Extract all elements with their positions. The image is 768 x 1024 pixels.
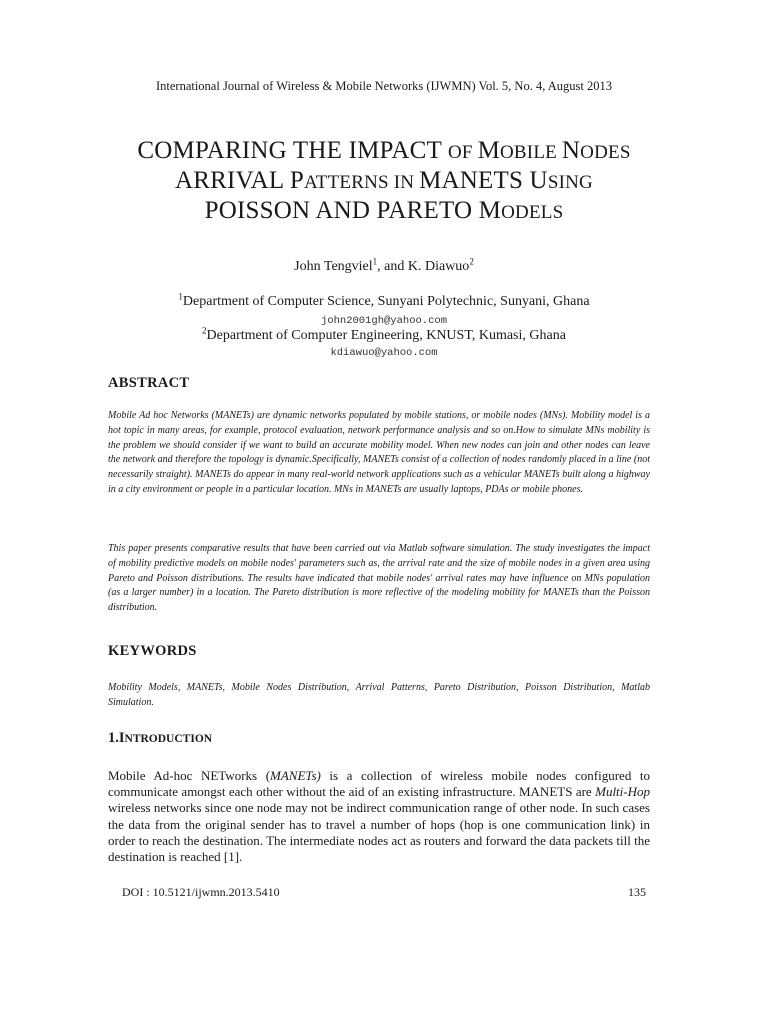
title-line-2 <box>60 167 708 197</box>
affiliation-superscript: 2 <box>202 325 207 336</box>
introduction-paragraph <box>108 768 650 865</box>
title-text: ATTERNS IN <box>303 172 420 193</box>
title-text: OF <box>447 142 478 163</box>
introduction-heading <box>108 730 212 747</box>
authors <box>0 256 768 275</box>
body-text: is a collection of wireless mobile nodes configured to communicate amongst each other without the aid of an existing infrastructure. MANETS are <box>108 768 651 800</box>
title-text: ODES <box>580 142 631 163</box>
email-2[interactable]: kdiawuo@yahoo.com <box>330 347 438 359</box>
title-text: POISSON AND PARETO M <box>204 197 502 224</box>
affiliation-superscript: 1 <box>178 291 183 302</box>
affiliation-1 <box>0 291 768 310</box>
affiliation-text: Department of Computer Science, Sunyani Polytechnic, Sunyani, Ghana <box>182 294 590 309</box>
title-text: MANETS U <box>419 167 548 194</box>
footer-doi: DOI : 10.5121/ijwmn.2013.5410 <box>122 885 280 899</box>
body-text: Mobile Ad-hoc NETworks ( <box>108 768 271 783</box>
italic-term: MANETs) <box>270 768 321 783</box>
author-name: , and K. Diawuo <box>377 259 470 274</box>
heading-text: NTRODUCTION <box>124 733 213 745</box>
affiliation-text: Department of Computer Engineering, KNUST, Kumasi, Ghana <box>206 328 566 343</box>
abstract-heading: ABSTRACT <box>108 375 190 391</box>
title-text: ARRIVAL P <box>175 167 304 194</box>
author-superscript: 2 <box>469 256 474 267</box>
title-text: COMPARING THE IMPACT <box>137 137 448 164</box>
body-text: wireless networks since one node may not be indirect communication range of other node. In such cases the data from the original sender has to travel a number of hops (hop is one communication link) in order to reach the destination. The intermediate nodes act as routers and forward the data packets till the destination is reached [1]. <box>108 800 650 865</box>
keywords-heading: KEYWORDS <box>108 643 197 659</box>
title-text: OBILE <box>500 142 562 163</box>
journal-header: International Journal of Wireless & Mobile Networks (IJWMN) Vol. 5, No. 4, August 2013 <box>155 79 613 93</box>
title-text: M <box>477 137 501 164</box>
paper-title <box>60 137 708 227</box>
email-1[interactable]: john2001gh@yahoo.com <box>320 315 448 327</box>
abstract-paragraph-1: Mobile Ad hoc Networks (MANETs) are dynamic networks populated by mobile stations, or mobile nodes (MNs). Mobility model is a hot topic in many areas, for example, protocol evaluation, network performance analysis and so on.How to simulate MNs mobility is the problem we should consider if we want to build an accurate mobility model. When new nodes can join and other nodes can leave the network and therefore the topology is dynamic.Specifically, MANETs consist of a collection of nodes randomly placed in a line (not necessarily straight). MANETs do appear in many real-world network applications such as a vehicular MANETs built along a highway in a city environment or people in a particular location. MNs in MANETs are usually laptops, PDAs or mobile phones. <box>108 410 650 495</box>
page-number: 135 <box>628 885 646 899</box>
author-name: John Tengviel <box>294 259 373 274</box>
title-line-3 <box>60 197 708 227</box>
title-line-1 <box>60 137 708 167</box>
title-text: ODELS <box>501 202 564 223</box>
title-text: SING <box>547 172 593 193</box>
title-text: N <box>561 137 581 164</box>
keywords-text: Mobility Models, MANETs, Mobile Nodes Distribution, Arrival Patterns, Pareto Distribution, Poisson Distribution, Matlab Simulation. <box>108 682 650 708</box>
author-superscript: 1 <box>372 256 378 267</box>
affiliation-2 <box>0 325 768 344</box>
italic-term: Multi-Hop <box>595 784 650 800</box>
abstract-paragraph-2: This paper presents comparative results that have been carried out via Matlab software simulation. The study investigates the impact of mobility predictive models on mobile nodes' parameters such as, the arrival rate and the size of mobile nodes in a given area using Pareto and Poisson distributions. The results have indicated that mobile nodes' arrival rates may have influence on MNs population (as a larger number) in a location. The Pareto distribution is more reflective of the modeling mobility for MANETs than the Poisson distribution. <box>108 543 650 614</box>
heading-text: 1.I <box>108 730 125 746</box>
